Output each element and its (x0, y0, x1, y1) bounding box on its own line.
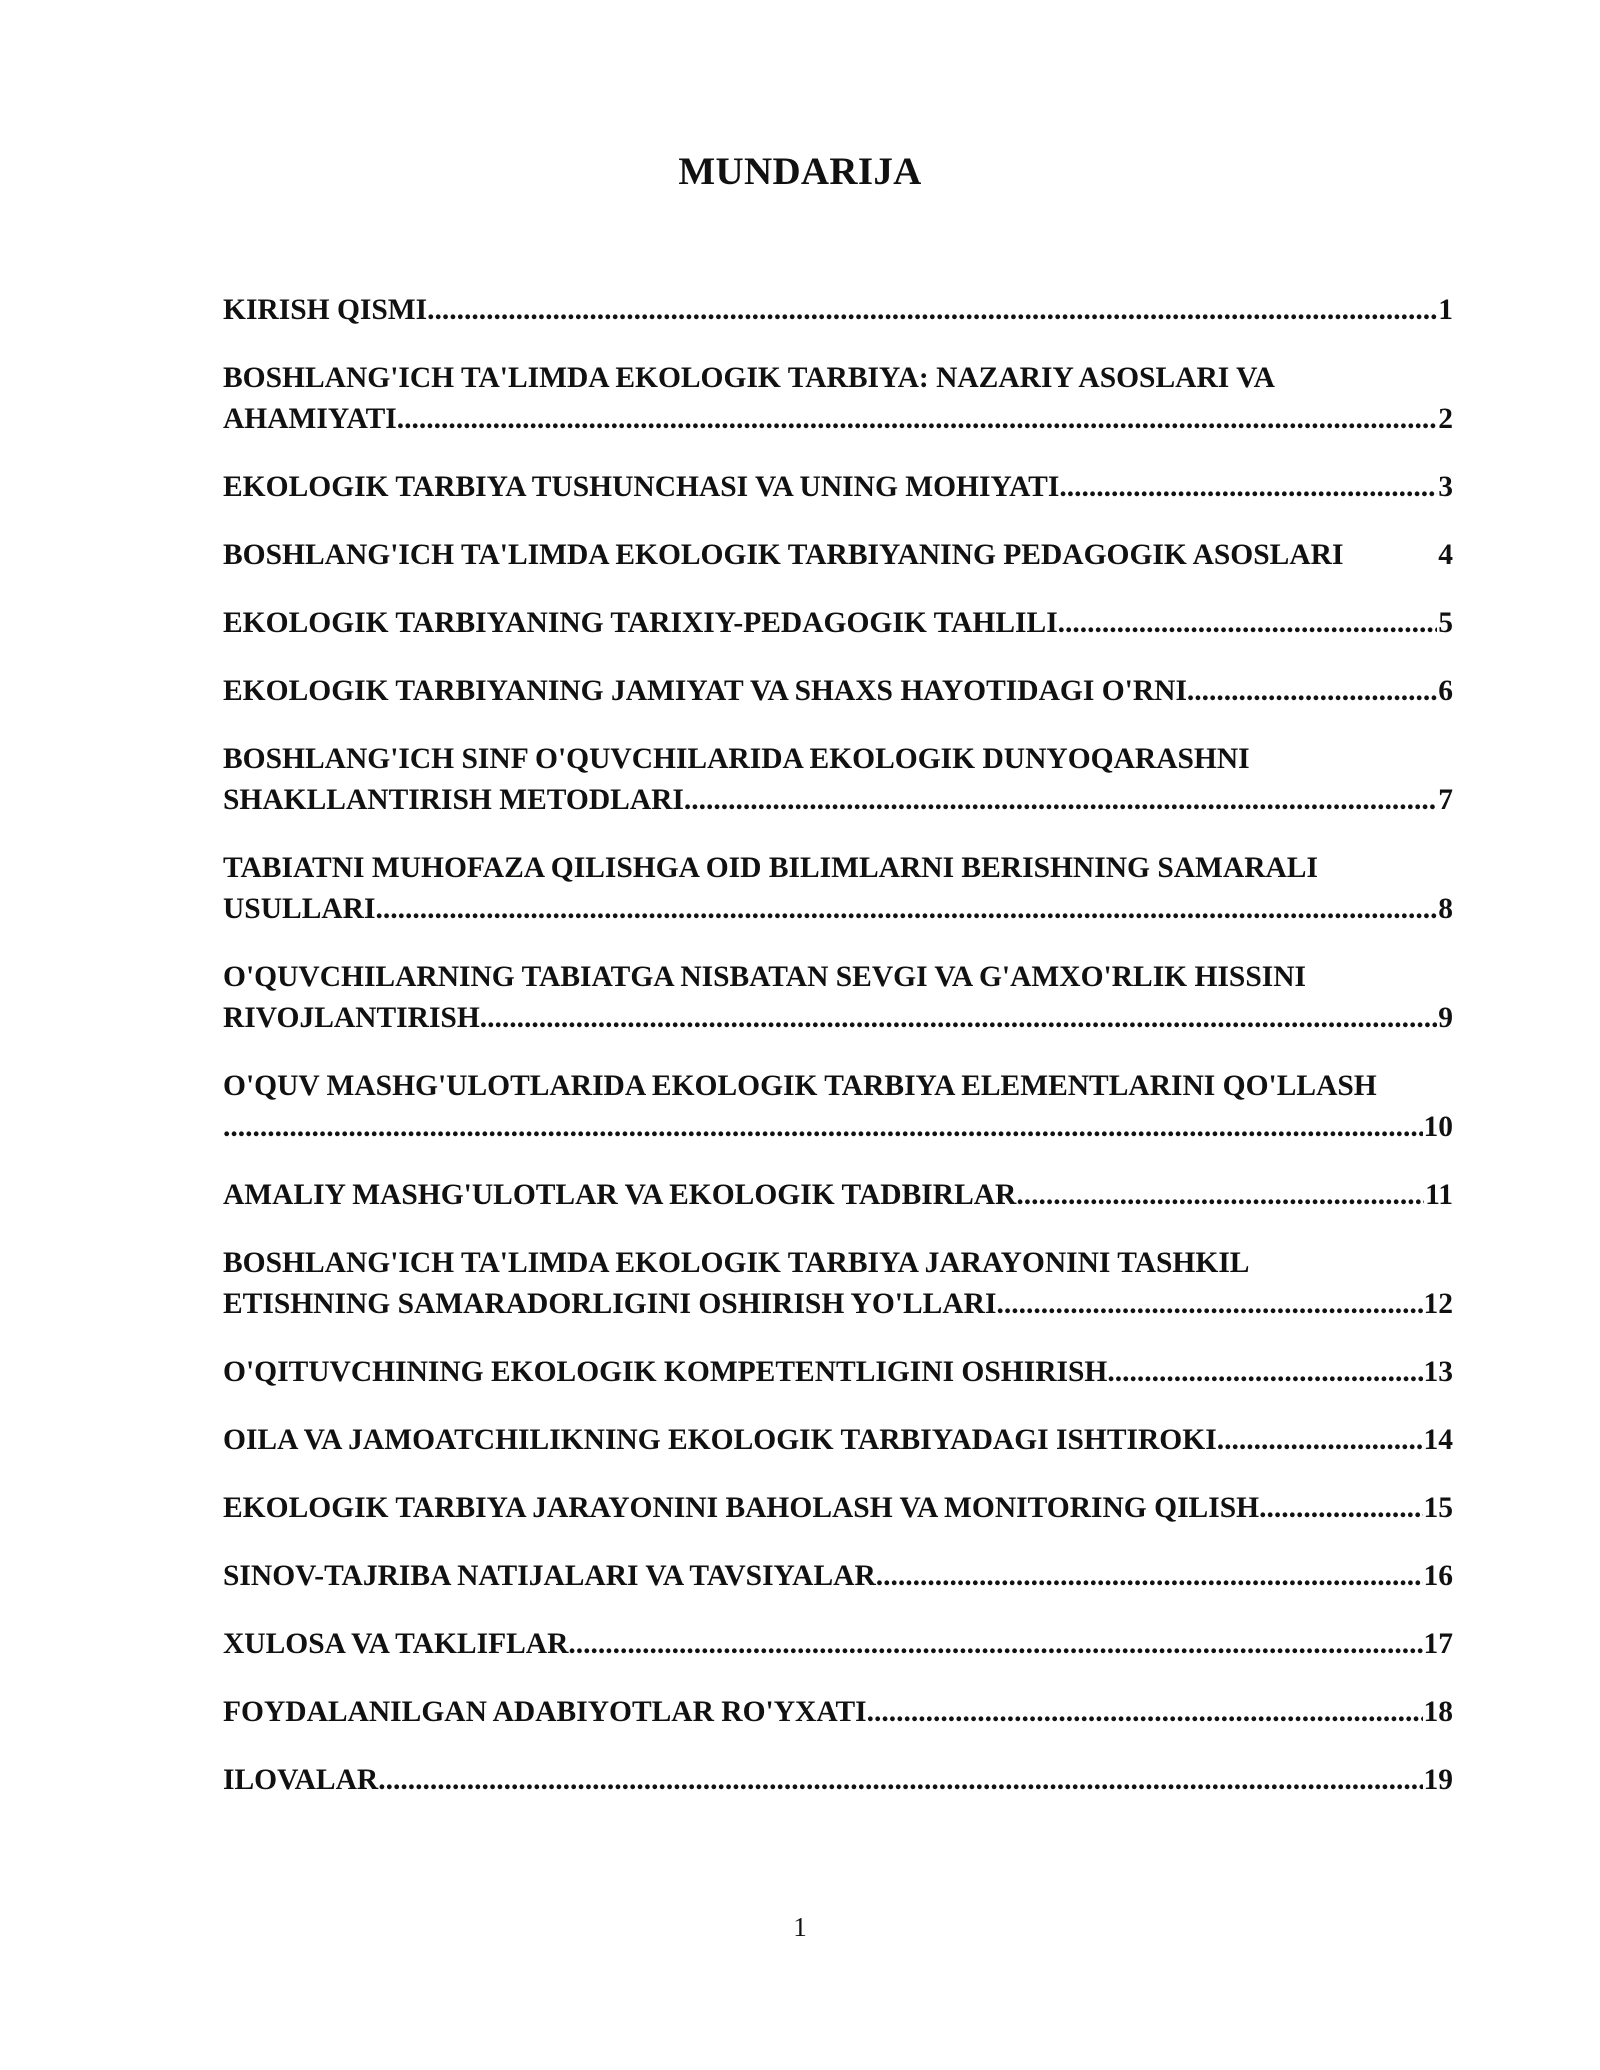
table-of-contents (223, 290, 1453, 1828)
toc-entry[interactable] (223, 1556, 1453, 1597)
toc-entry-title: ILOVALAR (223, 1764, 379, 1796)
toc-page-number: 1 (1438, 294, 1453, 326)
toc-dot-leader (397, 399, 1438, 440)
toc-entry-title: ETISHNING SAMARADORLIGINI OSHIRISH YO'LLARI (223, 1288, 997, 1320)
toc-entry-title: OILA VA JAMOATCHILIKNING EKOLOGIK TARBIYADAGI ISHTIROKI (223, 1424, 1217, 1456)
toc-entry[interactable] (223, 358, 1453, 440)
toc-page-number: 2 (1438, 403, 1453, 435)
toc-entry-title-line: BOSHLANG'ICH SINF O'QUVCHILARIDA EKOLOGIK DUNYOQARASHNI (223, 743, 1250, 775)
toc-entry-title-line: BOSHLANG'ICH TA'LIMDA EKOLOGIK TARBIYA: NAZARIY ASOSLARI VA (223, 362, 1275, 394)
toc-entry-row (223, 467, 1453, 508)
toc-entry[interactable] (223, 739, 1453, 821)
toc-entry[interactable] (223, 467, 1453, 508)
toc-entry[interactable] (223, 1420, 1453, 1461)
toc-entry[interactable] (223, 1624, 1453, 1665)
toc-entry-title: SHAKLLANTIRISH METODLARI (223, 784, 684, 816)
toc-entry-title-line: O'QUV MASHG'ULOTLARIDA EKOLOGIK TARBIYA ELEMENTLARINI QO'LLASH (223, 1070, 1377, 1102)
toc-entry-title: SINOV-TAJRIBA NATIJALARI VA TAVSIYALAR (223, 1560, 876, 1592)
toc-entry-row (223, 998, 1453, 1039)
toc-dot-leader (378, 1760, 1422, 1801)
toc-dot-leader (375, 889, 1437, 930)
toc-entry[interactable] (223, 1066, 1453, 1148)
toc-entry[interactable] (223, 1692, 1453, 1733)
toc-dot-leader (876, 1556, 1423, 1597)
toc-page-number: 5 (1438, 607, 1453, 639)
toc-dot-leader (568, 1624, 1422, 1665)
toc-page-number: 4 (1438, 539, 1453, 571)
toc-entry-row (223, 603, 1453, 644)
toc-dot-leader (1259, 1488, 1422, 1529)
toc-entry-title: AHAMIYATI (223, 403, 397, 435)
toc-entry[interactable] (223, 671, 1453, 712)
toc-entry-title: RIVOJLANTIRISH (223, 1002, 480, 1034)
toc-entry-row (223, 1624, 1453, 1665)
toc-entry[interactable] (223, 603, 1453, 644)
toc-entry-row (223, 671, 1453, 712)
toc-entry[interactable] (223, 290, 1453, 331)
toc-dot-leader (684, 780, 1437, 821)
toc-entry-row (223, 535, 1453, 576)
toc-page-number: 19 (1423, 1764, 1453, 1796)
toc-page-number: 6 (1438, 675, 1453, 707)
toc-entry-row (223, 1107, 1453, 1148)
toc-entry-title: EKOLOGIK TARBIYA JARAYONINI BAHOLASH VA MONITORING QILISH (223, 1492, 1260, 1524)
toc-entry-title-line: O'QUVCHILARNING TABIATGA NISBATAN SEVGI VA G'AMXO'RLIK HISSINI (223, 961, 1307, 993)
toc-dot-leader (996, 1284, 1422, 1325)
toc-entry[interactable] (223, 848, 1453, 930)
toc-entry-row (223, 290, 1453, 331)
toc-entry-title: XULOSA VA TAKLIFLAR (223, 1628, 569, 1660)
toc-dot-leader (223, 1107, 1423, 1148)
toc-dot-leader (1016, 1175, 1424, 1216)
toc-entry-title: EKOLOGIK TARBIYA TUSHUNCHASI VA UNING MOHIYATI (223, 471, 1060, 503)
toc-page-number: 13 (1423, 1356, 1453, 1388)
toc-entry[interactable] (223, 1488, 1453, 1529)
toc-entry-row (223, 1175, 1453, 1216)
toc-entry-title: USULLARI (223, 893, 376, 925)
toc-entry-row (223, 1488, 1453, 1529)
page-number: 1 (793, 1912, 807, 1942)
toc-entry-title: FOYDALANILGAN ADABIYOTLAR RO'YXATI (223, 1696, 867, 1728)
toc-entry-row (223, 1556, 1453, 1597)
toc-page-number: 15 (1423, 1492, 1453, 1524)
toc-dot-leader (1187, 671, 1437, 712)
toc-entry-title: O'QITUVCHINING EKOLOGIK KOMPETENTLIGINI OSHIRISH (223, 1356, 1108, 1388)
toc-entry-row (223, 1352, 1453, 1393)
toc-entry[interactable] (223, 535, 1453, 576)
toc-entry-title: EKOLOGIK TARBIYANING TARIXIY-PEDAGOGIK TAHLILI (223, 607, 1058, 639)
toc-page-number: 10 (1423, 1111, 1453, 1143)
page-title: MUNDARIJA (678, 150, 922, 193)
toc-page-number: 7 (1438, 784, 1453, 816)
toc-entry-row (223, 399, 1453, 440)
toc-entry[interactable] (223, 1175, 1453, 1216)
toc-entry-title: EKOLOGIK TARBIYANING JAMIYAT VA SHAXS HAYOTIDAGI O'RNI (223, 675, 1187, 707)
toc-entry[interactable] (223, 1760, 1453, 1801)
toc-entry-title-line: BOSHLANG'ICH TA'LIMDA EKOLOGIK TARBIYA JARAYONINI TASHKIL (223, 1247, 1250, 1279)
toc-entry[interactable] (223, 1243, 1453, 1325)
toc-entry-row (223, 889, 1453, 930)
toc-entry-title-line: TABIATNI MUHOFAZA QILISHGA OID BILIMLARNI BERISHNING SAMARALI (223, 852, 1318, 884)
toc-entry[interactable] (223, 957, 1453, 1039)
toc-entry-title: BOSHLANG'ICH TA'LIMDA EKOLOGIK TARBIYANING PEDAGOGIK ASOSLARI (223, 539, 1344, 571)
toc-dot-leader (1217, 1420, 1423, 1461)
toc-entry-row (223, 1760, 1453, 1801)
toc-page-number: 11 (1425, 1179, 1453, 1211)
toc-page-number: 12 (1423, 1288, 1453, 1320)
toc-page-number: 17 (1423, 1628, 1453, 1660)
toc-dot-leader (480, 998, 1437, 1039)
toc-page-number: 14 (1423, 1424, 1453, 1456)
toc-entry[interactable] (223, 1352, 1453, 1393)
toc-dot-leader (427, 290, 1437, 331)
toc-dot-leader (867, 1692, 1423, 1733)
toc-entry-row (223, 1420, 1453, 1461)
toc-entry-title: KIRISH QISMI (223, 294, 428, 326)
toc-entry-row (223, 1284, 1453, 1325)
toc-page-number: 8 (1438, 893, 1453, 925)
toc-dot-leader (1058, 603, 1438, 644)
toc-page-number: 16 (1423, 1560, 1453, 1592)
toc-page-number: 9 (1438, 1002, 1453, 1034)
toc-entry-row (223, 1692, 1453, 1733)
toc-entry-row (223, 780, 1453, 821)
toc-entry-title: AMALIY MASHG'ULOTLAR VA EKOLOGIK TADBIRLAR (223, 1179, 1017, 1211)
toc-dot-leader (1107, 1352, 1422, 1393)
toc-page-number: 3 (1438, 471, 1453, 503)
toc-page-number: 18 (1423, 1696, 1453, 1728)
toc-dot-leader (1059, 467, 1437, 508)
